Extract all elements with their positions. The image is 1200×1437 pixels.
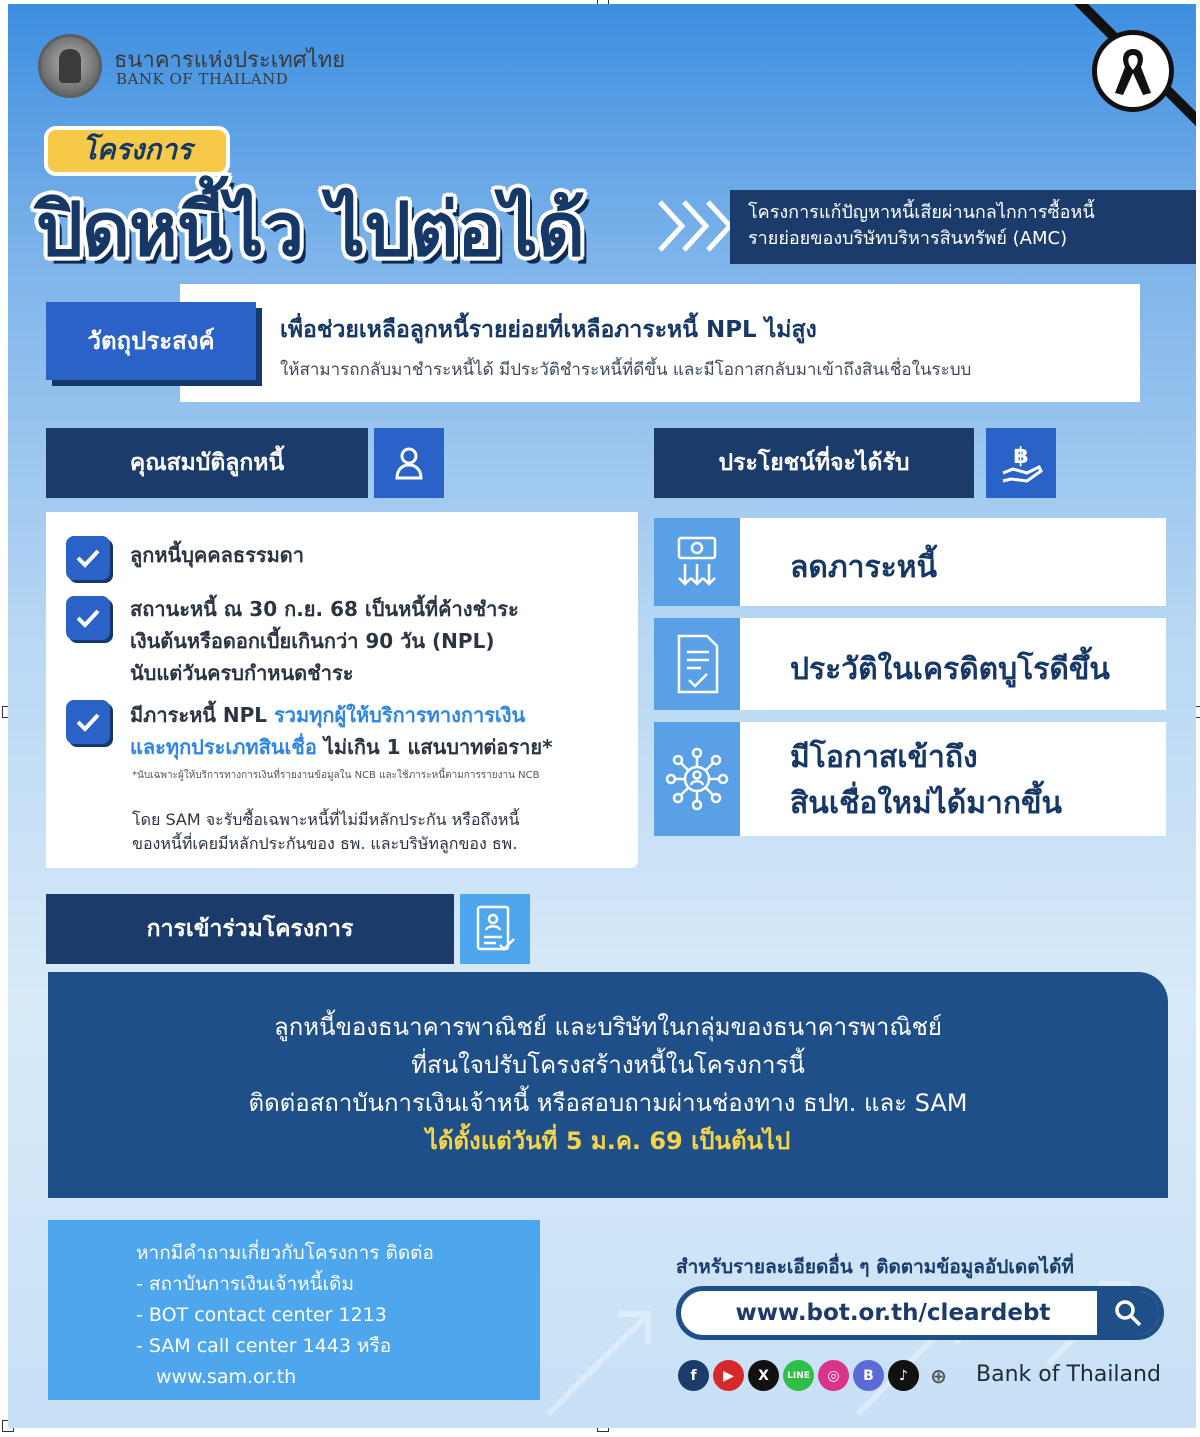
bank-emblem-logo [38, 34, 102, 98]
social-icons-row [678, 1360, 954, 1391]
qualification-item-2-line-3: นับแต่วันครบกำหนดชำระ [130, 661, 354, 685]
line-icon[interactable]: LINE [783, 1360, 814, 1391]
subtitle-line-1: โครงการแก้ปัญหาหนี้เสียผ่านกลไกการซื้อหนี้ [748, 202, 1095, 223]
qualification-item-3-highlight-2: และทุกประเภทสินเชื่อ [130, 735, 317, 759]
checkbox-checked-icon [66, 700, 110, 744]
infographic-poster [8, 4, 1196, 1428]
participation-line-2: ที่สนใจปรับโครงสร้างหนี้ในโครงการนี้ [411, 1051, 805, 1079]
baht-hand-icon [986, 428, 1056, 498]
facebook-icon[interactable]: f [678, 1360, 709, 1391]
blockdit-icon[interactable]: B [853, 1360, 884, 1391]
participation-line-3: ติดต่อสถาบันการเงินเจ้าหนี้ หรือสอบถามผ่านช่องทาง ธปท. และ SAM [248, 1089, 968, 1117]
registration-form-icon [460, 894, 530, 964]
sam-note [132, 808, 519, 856]
contact-item-3: - SAM call center 1443 หรือ [136, 1335, 392, 1357]
benefits-header: ประโยชน์ที่จะได้รับ [654, 428, 974, 498]
subtitle-band [730, 190, 1196, 264]
user-icon [374, 428, 444, 498]
money-down-icon [654, 518, 740, 606]
objective-line-2: ให้สามารถกลับมาชำระหนี้ได้ มีประวัติชำระหนี้ที่ดีขึ้น และมีโอกาสกลับมาเข้าถึงสินเชื่อในระบบ [280, 360, 972, 380]
url-search-bar[interactable] [676, 1286, 1164, 1340]
document-check-icon [654, 618, 740, 710]
benefit-item-2 [654, 618, 1166, 710]
bank-name-thai: ธนาคารแห่งประเทศไทย [114, 48, 346, 73]
benefit-label-1: ลดภาระหนี้ [790, 550, 937, 585]
svg-text:฿: ฿ [1013, 444, 1029, 469]
checkbox-checked-icon [66, 596, 110, 640]
benefit-label-3-line-1: มีโอกาสเข้าถึง [790, 740, 978, 775]
youtube-icon[interactable]: ▶ [713, 1360, 744, 1391]
qualification-item-3-line-2 [130, 732, 553, 763]
contact-box [48, 1220, 540, 1400]
contact-item-1: - สถาบันการเงินเจ้าหนี้เดิม [136, 1273, 355, 1295]
qualification-item-1: ลูกหนี้บุคคลธรรมดา [130, 543, 305, 567]
checkbox-checked-icon [66, 536, 110, 580]
social-account-name: Bank of Thailand [976, 1362, 1161, 1387]
url-link[interactable]: www.bot.or.th/cleardebt [735, 1300, 1051, 1326]
contact-title: หากมีคำถามเกี่ยวกับโครงการ ติดต่อ [136, 1242, 434, 1264]
objective-line-1: เพื่อช่วยเหลือลูกหนี้รายย่อยที่เหลือภาระหนี้ NPL ไม่สูง [280, 317, 817, 343]
contact-website: www.sam.or.th [156, 1366, 297, 1388]
bank-name-english: BANK OF THAILAND [116, 70, 289, 88]
participation-header: การเข้าร่วมโครงการ [46, 894, 454, 964]
sam-note-line-2: ของหนี้ที่เคยมีหลักประกันของ ธพ. และบริษัทลูกของ ธพ. [132, 834, 518, 853]
search-icon[interactable] [1097, 1291, 1159, 1335]
network-person-icon [654, 722, 740, 836]
benefit-label-3-line-2: สินเชื่อใหม่ได้มากขึ้น [790, 786, 1063, 821]
qualifications-header: คุณสมบัติลูกหนี้ [46, 428, 368, 498]
globe-icon[interactable]: ⊕ [930, 1363, 947, 1388]
qualification-item-3-part-a: มีภาระหนี้ NPL [130, 703, 275, 727]
benefit-label-2: ประวัติในเครดิตบูโรดีขึ้น [790, 652, 1110, 687]
qualification-item-3-line-1 [130, 700, 525, 731]
contact-item-2: - BOT contact center 1213 [136, 1304, 387, 1326]
tiktok-icon[interactable]: ♪ [888, 1360, 919, 1391]
project-label-tag: โครงการ [44, 126, 230, 176]
sam-note-line-1: โดย SAM จะรับซื้อเฉพาะหนี้ที่ไม่มีหลักประกัน หรือถึงหนี้ [132, 810, 520, 829]
qualification-item-2-line-1: สถานะหนี้ ณ 30 ก.ย. 68 เป็นหนี้ที่ค้างชำระ [130, 597, 519, 621]
qualification-footnote: *นับเฉพาะผู้ให้บริการทางการเงินที่รายงานข้อมูลใน NCB และใช้ภาระหนี้ตามการรายงาน NCB [132, 770, 540, 781]
qualification-item-3-part-d: ไม่เกิน 1 แสนบาทต่อราย* [316, 735, 553, 759]
objective-label: วัตถุประสงค์ [46, 302, 256, 380]
subtitle-line-2: รายย่อยของบริษัทบริหารสินทรัพย์ (AMC) [748, 228, 1068, 249]
qualification-item-3-highlight-1: รวมทุกผู้ให้บริการทางการเงิน [274, 703, 526, 727]
benefit-item-3 [654, 722, 1166, 836]
participation-line-1: ลูกหนี้ของธนาคารพาณิชย์ และบริษัทในกลุ่มของธนาคารพาณิชย์ [274, 1013, 942, 1041]
main-title: ปิดหนี้ไว ไปต่อได้ [36, 187, 584, 273]
x-icon[interactable]: X [748, 1360, 779, 1391]
mourning-ribbon-icon [1092, 30, 1174, 112]
participation-start-date: ได้ตั้งแต่วันที่ 5 ม.ค. 69 เป็นต้นไป [425, 1127, 791, 1155]
benefit-item-1 [654, 518, 1166, 606]
participation-box [48, 972, 1168, 1198]
instagram-icon[interactable]: ◎ [818, 1360, 849, 1391]
details-text: สำหรับรายละเอียดอื่น ๆ ติดตามข้อมูลอัปเดตได้ที่ [676, 1256, 1074, 1278]
qualification-item-2-line-2: เงินต้นหรือดอกเบี้ยเกินกว่า 90 วัน (NPL) [130, 629, 495, 653]
